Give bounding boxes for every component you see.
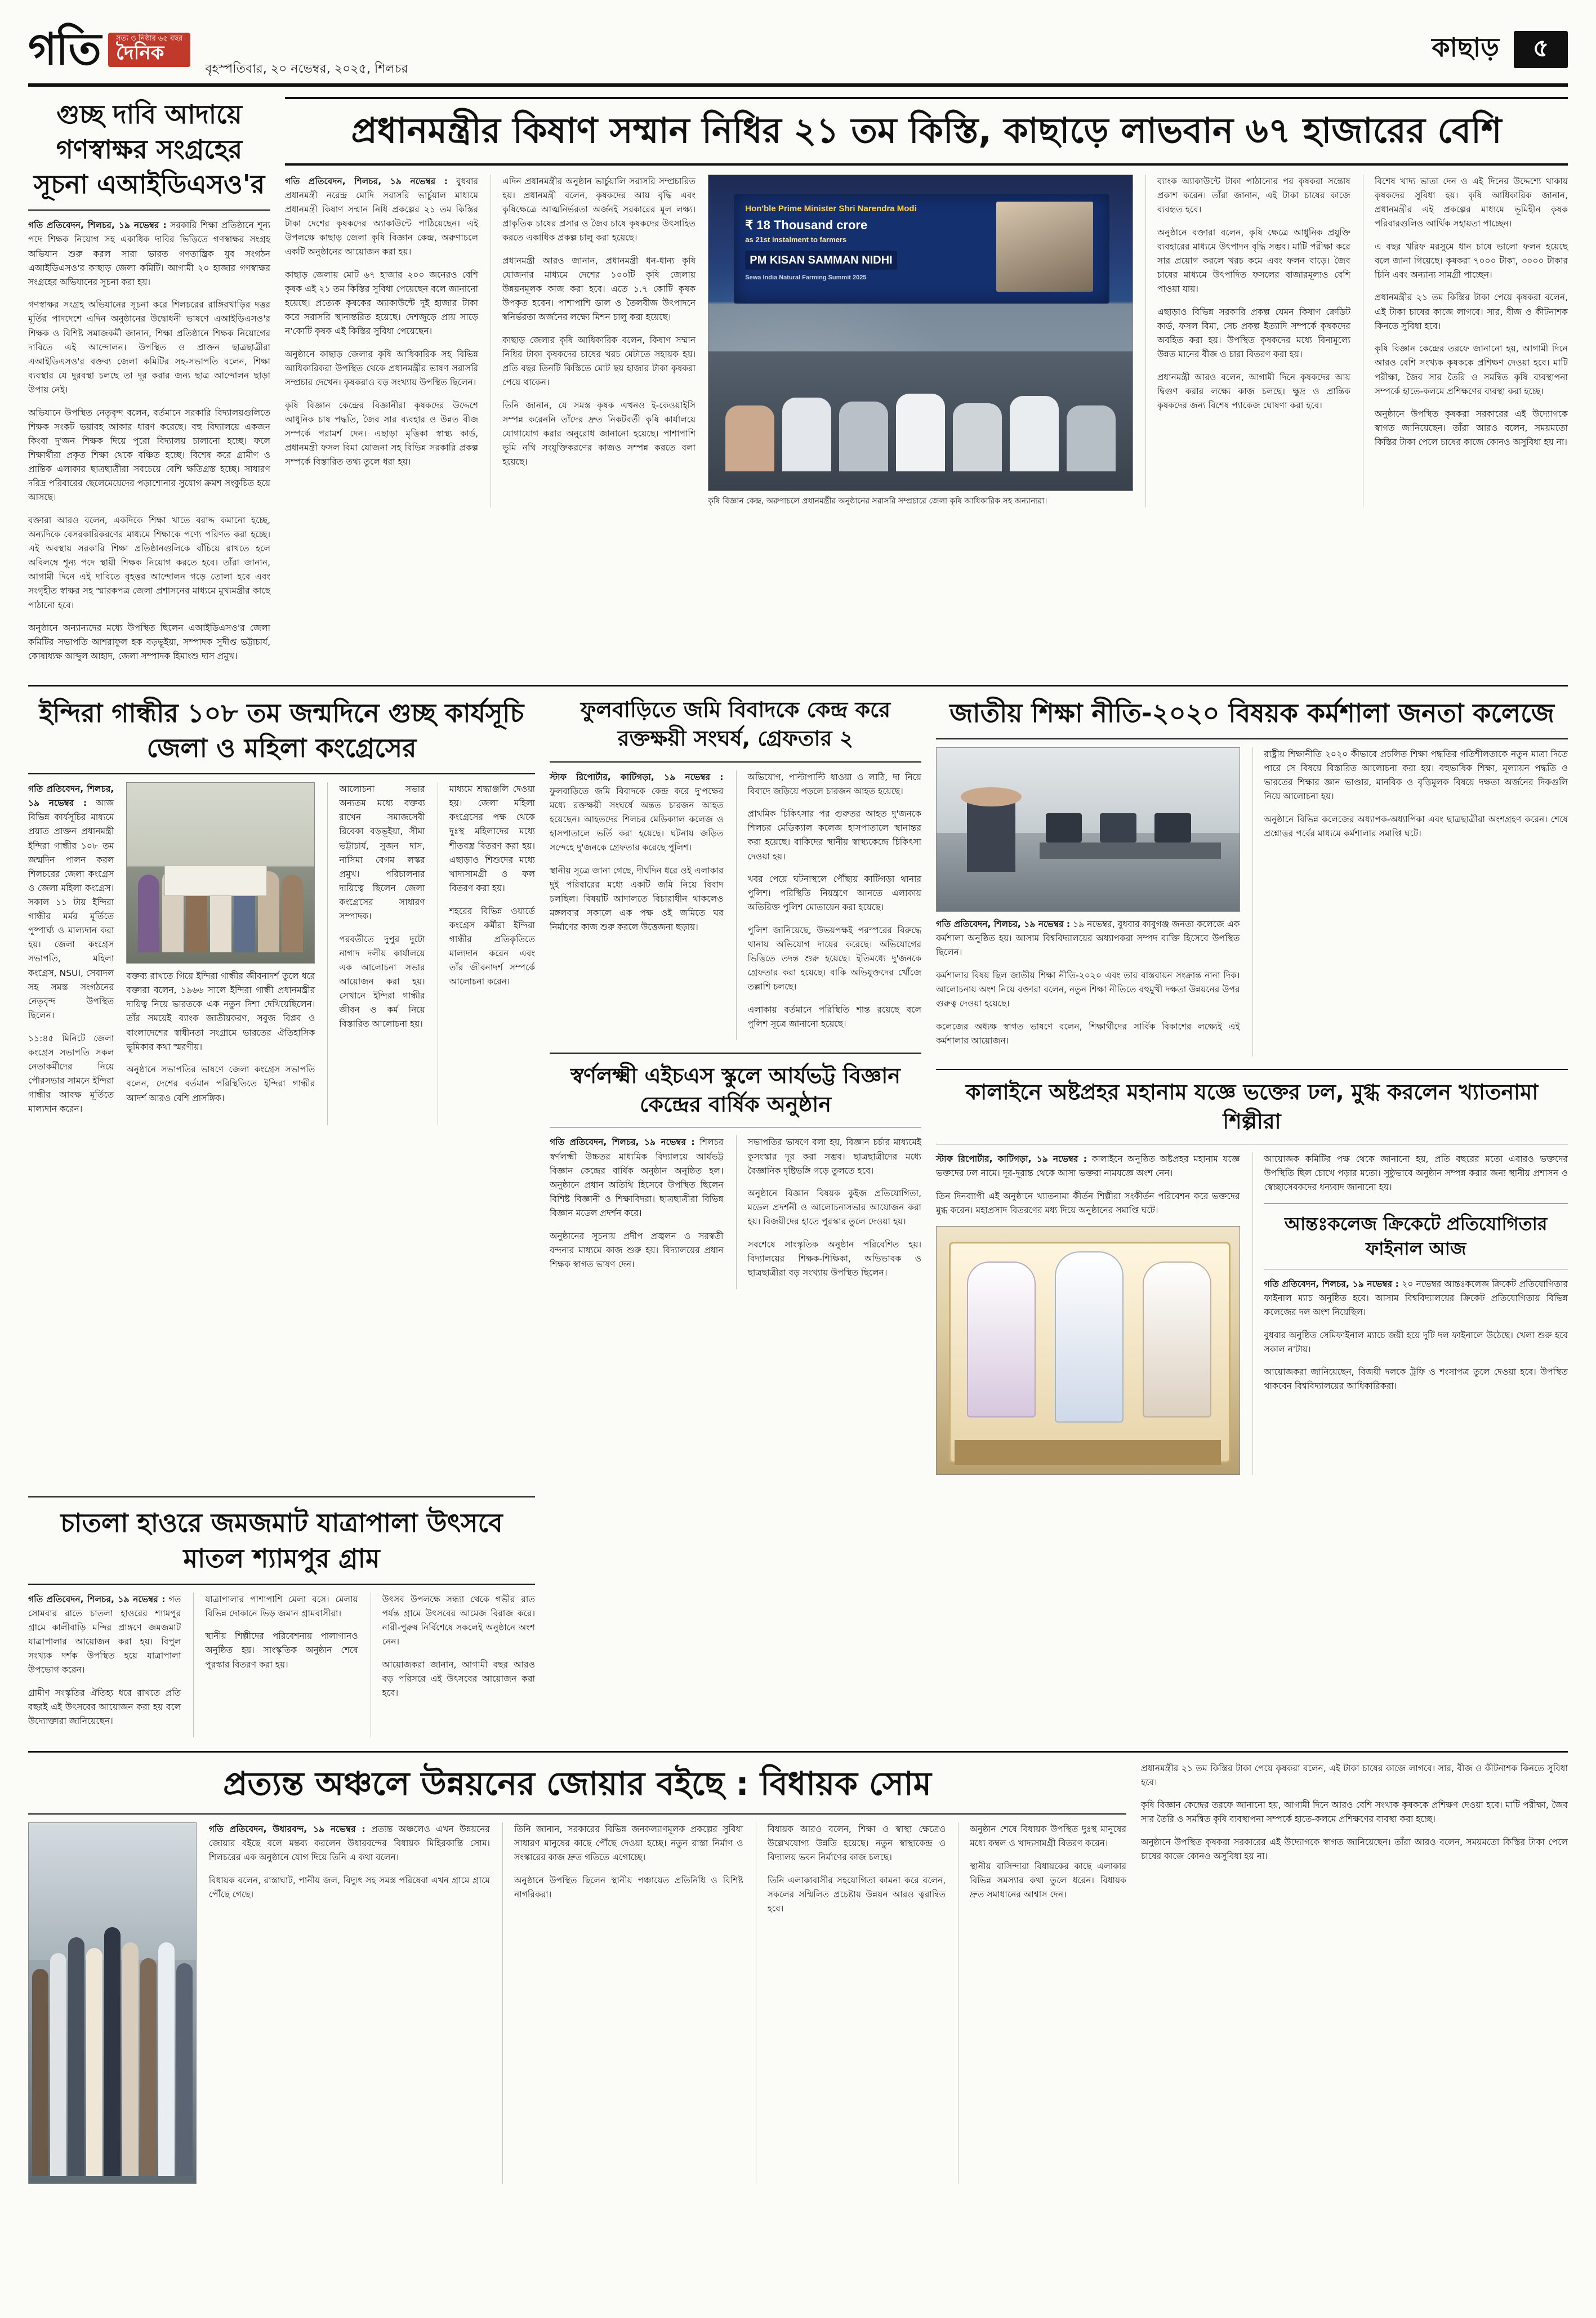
rail-p3: কৃষি বিজ্ঞান কেন্দ্রের তরফে জানানো হয়, আগামী দিনে আরও বেশি সংখ্যক কৃষককে প্রশিক্ষণ দেওয়া হবে। মাটি পরীক্ষা, জৈব সার তৈরি ও সমন্বিত কৃষি ব্যবস্থাপনা সম্পর্কে হাতে-কলমে প্রশিক্ষণের ব্যবস্থা করা হচ্ছে। (1374, 344, 1568, 396)
swarnalakshmi-columns (550, 1135, 921, 1289)
kalain-left (936, 1152, 1240, 1475)
indira-photo-column (126, 782, 315, 1125)
aidso-para-0: সরকারি শিক্ষা প্রতিষ্ঠানে শূন্য পদে শিক্ষক নিয়োগ সহ একাধিক দাবির ভিত্তিতে গণস্বাক্ষর সংগ্রহ অভিযান শুরু করল সারা ভারত গণতান্ত্রিক যুব সংগঠন এআইডিএসও'র কাছাড় জেলা কমিটি। আগামী ২০ হাজার গণস্বাক্ষর সংগ্রহের অভিযানের সূচনা করা হয়। (28, 220, 270, 287)
kalain-col-1 (936, 1152, 1240, 1218)
indira-c2-p0: বক্তব্য রাখতে গিয়ে ইন্দিরা গান্ধীর জীবনাদর্শ তুলে ধরে বক্তারা বলেন, ১৯৬৬ সালে ইন্দিরা গান্ধী প্রধানমন্ত্রীর দায়িত্ব নিয়ে ভারতকে এক নতুন দিশা দেখিয়েছিলেন। তাঁর সময়েই ব্যাংক জাতীয়করণ, সবুজ বিপ্লব ও বাংলাদেশের স্বাধীনতা সংগ্রামে ভারতের ঐতিহাসিক ভূমিকার কথা স্মরণীয়। (126, 971, 315, 1052)
rail-p4: অনুষ্ঠানে উপস্থিত কৃষকরা সরকারের এই উদ্যোগকে স্বাগত জানিয়েছেন। তাঁরা আরও বলেন, সময়মতো কিস্তির টাকা পেলে চাষের কাজে কোনও অসুবিধা হয় না। (1374, 409, 1568, 448)
bidhayak-c1-p1: বিধায়ক বলেন, রাস্তাঘাট, পানীয় জল, বিদ্যুৎ সহ সমস্ত পরিষেবা এখন গ্রামে গ্রামে পৌঁছে গেছে। (208, 1875, 490, 1900)
logo-badge-tagline: সত্য ও নিষ্ঠার ৬৫ বছর (115, 34, 183, 43)
article-nep (936, 696, 1568, 1057)
aidso-para-1: গণস্বাক্ষর সংগ্রহ অভিযানের সূচনা করে শিলচরের রাঙ্গিরখাড়ির দত্তর মূর্তির পাদদেশে এদিন অনুষ্ঠানের উদ্বোধনী ভাষণে এআইডিএসও'র শিক্ষক ও বিশিষ্ট সমাজকর্মী জানান, শিক্ষা প্রতিষ্ঠানে শিক্ষক নিয়োগের দাবিতে এই আন্দোলন। উপস্থিত ও প্রাক্তন ছাত্রছাত্রীরা এআইডিএসও'র বক্তব্য জেলা কমিটির সহ-সভাপতি বলেন, শিক্ষা ব্যবস্থার যে দুরবস্থা চলছে তা দূর করার জন্য ছাত্র আন্দোলন ছাড়া উপায় নেই। (28, 300, 270, 395)
bidhayak-byline: গতি প্রতিবেদন, উধারবন্দ, ১৯ নভেম্বর : (208, 1824, 365, 1834)
cricket-headline: আন্তঃকলেজ ক্রিকেটে প্রতিযোগিতার ফাইনাল আজ (1284, 1213, 1548, 1259)
phulbari-headline: ফুলবাড়িতে জমি বিবাদকে কেন্দ্র করে রক্তক্ষয়ী সংঘর্ষ, গ্রেফতার ২ (580, 697, 891, 751)
phulbari-byline: স্টাফ রিপোর্টার, কাটিগড়া, ১৯ নভেম্বর : (550, 772, 724, 782)
kalain-c1-p1: তিন দিনব্যাপী এই অনুষ্ঠানে খ্যাতনামা কীর্তন শিল্পীরা সংকীর্তন পরিবেশন করে ভক্তদের মুগ্ধ করেন। মহাপ্রসাদ বিতরণের মধ্য দিয়ে অনুষ্ঠানের সমাপ্তি ঘটে। (936, 1191, 1240, 1215)
chatla-c2-p1: স্থানীয় শিল্পীদের পরিবেশনায় পালাগানও অনুষ্ঠিত হয়। সাংস্কৃতিক অনুষ্ঠান শেষে পুরস্কার বিতরণ করা হয়। (205, 1631, 358, 1670)
article-chatla (28, 1488, 535, 1737)
bidhayak-c2-p0: তিনি জানান, সরকারের বিভিন্ন জনকল্যাণমূলক প্রকল্পের সুবিধা সাধারণ মানুষের কাছে পৌঁছে দেওয়া হচ্ছে। নতুন রাস্তা নির্মাণ ও সংস্কারের কাজ দ্রুত গতিতে এগোচ্ছে। (514, 1824, 743, 1863)
swarnalakshmi-headline: স্বর্ণলক্ষ্মী এইচএস স্কুলে আর্যভট্ট বিজ্ঞান কেন্দ্রের বার্ষিক অনুষ্ঠান (570, 1063, 900, 1117)
indira-col-2 (126, 969, 315, 1105)
chatla-spacer (550, 1488, 1568, 1737)
divider (550, 1053, 921, 1054)
bottom-zone (28, 1751, 1568, 2184)
kalain-byline: স্টাফ রিপোর্টার, কাটিগড়া, ১৯ নভেম্বর : (936, 1154, 1087, 1165)
chatla-headline: চাতলা হাওরে জমজমাট যাত্রাপালা উৎসবে মাতল শ্যামপুর গ্রাম (60, 1508, 503, 1573)
lead-c2-p1: প্রধানমন্ত্রী আরও জানান, প্রধানমন্ত্রী ধন-ধান্য কৃষি যোজনার মাধ্যমে দেশের ১০০টি কৃষি জেলায় উন্নয়নমূলক কাজ করা হবে। এতে ১.৭ কোটি কৃষক উপকৃত হবেন। পাশাপাশি ডাল ও তৈলবীজ উৎপাদনে স্বনির্ভরতা অর্জনের লক্ষ্যে মিশন চালু করা হয়েছে। (502, 255, 696, 323)
chatla-zone (28, 1488, 1568, 1737)
chatla-columns (28, 1593, 535, 1737)
lead-columns (285, 175, 1568, 507)
rail-p1: এ বছর খরিফ মরসুমে ধান চাষে ভালো ফলন হয়েছে বলে জানা গিয়েছে। কৃষকরা ৭০০০ টাকা, ৩০০০ টাকার চিনি এবং অন্যান্য সামগ্রী পাচ্ছেন। (1374, 241, 1568, 280)
lead-photo (708, 175, 1133, 491)
indira-c3-p1: পরবর্তীতে দুপুর দুটো নাগাদ দলীয় কার্যালয়ে এক আলোচনা সভার আয়োজন করা হয়। সেখানে ইন্দিরা গান্ধীর জীবন ও কর্ম নিয়ে বিস্তারিত আলোচনা হয়। (339, 934, 425, 1029)
nep-c1-p1: কর্মশালার বিষয় ছিল জাতীয় শিক্ষা নীতি-২০২০ এবং তার বাস্তবায়ন সংক্রান্ত নানা দিক। আলোচনায় অংশ নিয়ে বক্তারা বলেন, নতুন শিক্ষা নীতিতে বহুমুখী দক্ষতা উন্নয়নের উপর গুরুত্ব দেওয়া হয়েছে। (936, 970, 1240, 1009)
swarnalakshmi-byline: গতি প্রতিবেদন, শিলচর, ১৯ নভেম্বর : (550, 1137, 695, 1148)
nep-byline: গতি প্রতিবেদন, শিলচর, ১৯ নভেম্বর : (936, 919, 1071, 930)
phulbari-c1-p1: স্থানীয় সূত্রে জানা গেছে, দীর্ঘদিন ধরে ওই এলাকার দুই পরিবারের মধ্যে একটি জমি নিয়ে বিবাদ চলছিল। বিষয়টি আদালতে বিচারাধীন থাকলেও মঙ্গলবার সকালে এক পক্ষ ওই জমিতে ঘর নির্মাণের কাজ শুরু করলে উত্তেজনা ছড়ায়। (550, 865, 724, 933)
chatla-col-3 (371, 1593, 535, 1737)
banner-line-0: Hon'ble Prime Minister Shri Narendra Modi (745, 204, 917, 214)
lead-col-3 (1145, 175, 1350, 507)
rail-p2: প্রধানমন্ত্রীর ২১ তম কিস্তির টাকা পেয়ে কৃষকরা বলেন, এই টাকা চাষের কাজে লাগবে। সার, বীজ ও কীটনাশক কিনতে সুবিধা হবে। (1374, 292, 1568, 331)
kalain-c1-p0: কালাইনে অনুষ্ঠিত অষ্টপ্রহর মহানাম যজ্ঞে ভক্তদের ঢল নামে। দূর-দূরান্ত থেকে আসা ভক্তরা নামযজ্ঞে অংশ নেন। (936, 1154, 1240, 1179)
indira-col-3 (327, 782, 425, 1125)
article-phulbari (550, 696, 921, 1476)
divider (1264, 1203, 1568, 1204)
swarn-c1-p1: অনুষ্ঠানের সূচনায় প্রদীপ প্রজ্বলন ও সরস্বতী বন্দনার মাধ্যমে কাজ শুরু হয়। বিদ্যালয়ের প্রধান শিক্ষক স্বাগত ভাষণ দেন। (550, 1231, 724, 1269)
nep-columns (936, 747, 1568, 1057)
bidhayak-c4-p1: স্থানীয় বাসিন্দারা বিধায়কের কাছে এলাকার বিভিন্ন সমস্যার কথা তুলে ধরেন। বিধায়ক দ্রুত সমাধানের আশ্বাস দেন। (970, 1861, 1126, 1900)
divider (28, 773, 535, 774)
kalain-c2-p0: আয়োজক কমিটির পক্ষ থেকে জানানো হয়, প্রতি বছরের মতো এবারও ভক্তদের উপস্থিতি ছিল চোখে পড়ার মতো। সুষ্ঠুভাবে অনুষ্ঠান সম্পন্ন করার জন্য স্থানীয় প্রশাসন ও স্বেচ্ছাসেবকদের ধন্যবাদ জানানো হয়। (1264, 1154, 1568, 1193)
divider (28, 1584, 535, 1585)
bidhayak-c3-p1: তিনি এলাকাবাসীর সহযোগিতা কামনা করে বলেন, সকলের সম্মিলিত প্রচেষ্টায় উন্নয়ন আরও ত্বরান্বিত হবে। (767, 1875, 946, 1914)
cricket-byline: গতি প্রতিবেদন, শিলচর, ১৯ নভেম্বর : (1264, 1278, 1399, 1289)
lead-c1-p1: কাছাড় জেলায় মোট ৬৭ হাজার ২০০ জনেরও বেশি কৃষক এই ২১ তম কিস্তির সুবিধা পেয়েছেন বলে জানানো হয়েছে। প্রত্যেক কৃষকের অ্যাকাউন্টে দুই হাজার টাকা করে সরাসরি স্থানান্তরিত হয়েছে। দেশজুড়ে প্রায় সাড়ে ন'কোটি কৃষক এই কিস্তির সুবিধা পেয়েছেন। (285, 269, 479, 337)
bidhayak-col-4 (958, 1822, 1126, 2184)
nep-headline: জাতীয় শিক্ষা নীতি-২০২০ বিষয়ক কর্মশালা জনতা কলেজে (949, 697, 1554, 728)
cricket-p1: বুধবার অনুষ্ঠিত সেমিফাইনাল ম্যাচে জয়ী হয়ে দুটি দল ফাইনালে উঠেছে। খেলা শুরু হবে সকাল ন'টায়। (1264, 1330, 1568, 1354)
banner-line-2: as 21st instalment to farmers (745, 235, 847, 244)
swarnalakshmi-col-2 (736, 1135, 922, 1289)
chatla-c3-p0: উৎসব উপলক্ষে সন্ধ্যা থেকে গভীর রাত পর্যন্ত গ্রামে উৎসবের আমেজ বিরাজ করে। নারী-পুরুষ নির্বিশেষে সকলেই অনুষ্ঠানে অংশ নেন। (382, 1594, 535, 1647)
nep-c2-p0: রাষ্ট্রীয় শিক্ষানীতি ২০২০ কীভাবে প্রচলিত শিক্ষা পদ্ধতির গতিশীলতাকে নতুন মাত্রা দিতে পারে সে বিষয়ে বিস্তারিত আলোচনা করা হয়। বহুভাষিক শিক্ষা, মূল্যায়ন পদ্ধতি ও ভারতের শিক্ষার জ্ঞান ভাণ্ডার, মানবিক ও বৃত্তিমূলক বিষয়ে দক্ষতা অর্জনের দিকগুলি নিয়ে আলোচনা হয়। (1264, 749, 1568, 802)
divider (936, 1069, 1568, 1070)
kalain-columns (936, 1152, 1568, 1475)
swarn-c1-p0: শিলচর স্বর্ণলক্ষ্মী উচ্চতর মাধ্যমিক বিদ্যালয়ে আর্যভট্ট বিজ্ঞান কেন্দ্রের বার্ষিক অনুষ্ঠান অনুষ্ঠিত হল। অনুষ্ঠানে প্রধান অতিথি হিসেবে উপস্থিত ছিলেন বিশিষ্ট বিজ্ঞানী ও শিক্ষাবিদরা। ছাত্রছাত্রীরা বিভিন্ন বিজ্ঞান মডেল প্রদর্শন করে। (550, 1137, 724, 1218)
bottom-rail-p1: কৃষি বিজ্ঞান কেন্দ্রের তরফে জানানো হয়, আগামী দিনে আরও বেশি সংখ্যক কৃষককে প্রশিক্ষণ দেওয়া হবে। মাটি পরীক্ষা, জৈব সার তৈরি ও সমন্বিত কৃষি ব্যবস্থাপনা সম্পর্কে হাতে-কলমে প্রশিক্ষণের ব্যবস্থা করা হচ্ছে। (1141, 1800, 1568, 1825)
chatla-byline: গতি প্রতিবেদন, শিলচর, ১৯ নভেম্বর : (28, 1594, 166, 1604)
swarnalakshmi-col-1 (550, 1135, 724, 1289)
nep-c2-p1: অনুষ্ঠানে বিভিন্ন কলেজের অধ্যাপক-অধ্যাপিকা এবং ছাত্রছাত্রীরা অংশগ্রহণ করেন। শেষে প্রশ্নোত্তর পর্বের মাধ্যমে কর্মশালার সমাপ্তি ঘটে। (1264, 814, 1568, 839)
indira-col-4 (438, 782, 535, 1125)
bidhayak-c2-p1: অনুষ্ঠানে উপস্থিত ছিলেন স্থানীয় পঞ্চায়েত প্রতিনিধি ও বিশিষ্ট নাগরিকরা। (514, 1875, 743, 1900)
indira-c3-p0: আলোচনা সভার অন্যতম মধ্যে বক্তব্য রাখেন সমাজসেবী রিবেকা বড়ভূইয়া, সীমা ভট্টাচার্য, সুজন দাস, নাসিমা বেগম লস্কর প্রমুখ। পরিচালনার দায়িত্বে ছিলেন জেলা কংগ্রেসের সাধারণ সম্পাদক। (339, 784, 425, 922)
lead-c1-p0: বুধবার প্রধানমন্ত্রী নরেন্দ্র মোদি সরাসরি ভার্চুয়াল মাধ্যমে প্রধানমন্ত্রী কিষাণ সম্মান নিধি প্রকল্পের ২১ তম কিস্তির টাকা দেশের কৃষকদের অ্যাকাউন্টে পাঠিয়েছেন। এই উপলক্ষে কাছাড় জেলা কৃষি বিজ্ঞান কেন্দ্র, অরুণাচলে একটি অনুষ্ঠানের আয়োজন করা হয়। (285, 176, 479, 257)
banner-line-1: ₹ 18 Thousand crore (745, 217, 868, 232)
nep-col-2 (1252, 747, 1568, 1057)
bidhayak-col-1 (209, 1822, 490, 2184)
indira-c1-p1: ১১:৪৫ মিনিটে জেলা কংগ্রেস সভাপতি সকল নেতাকর্মীদের নিয়ে পৌরসভার সামনে ইন্দিরা গান্ধীর আবক্ষ মূর্তিতে মাল্যদান করেন। (28, 1033, 114, 1115)
indira-headline: ইন্দিরা গান্ধীর ১০৮ তম জন্মদিনে গুচ্ছ কার্যসূচি জেলা ও মহিলা কংগ্রেসের (39, 697, 524, 764)
nep-photo (936, 747, 1240, 912)
chatla-col-2 (193, 1593, 358, 1737)
bidhayak-c4-p0: অনুষ্ঠান শেষে বিধায়ক উপস্থিত দুঃস্থ মানুষের মধ্যে কম্বল ও খাদ্যসামগ্রী বিতরণ করেন। (970, 1824, 1126, 1849)
chatla-c3-p1: আয়োজকরা জানান, আগামী বছর আরও বড় পরিসরে এই উৎসবের আয়োজন করা হবে। (382, 1659, 535, 1698)
chatla-col-1 (28, 1593, 181, 1737)
bidhayak-col-2 (502, 1822, 743, 2184)
aidso-body (28, 219, 270, 663)
indira-c1-p0: আজ বিভিন্ন কার্যসূচির মাধ্যমে প্রয়াত প্রাক্তন প্রধানমন্ত্রী ইন্দিরা গান্ধীর ১০৮ তম জন্মদিন পালন করল শিলচরের জেলা কংগ্রেস ও জেলা মহিলা কংগ্রেস। সকাল ১১ টায় ইন্দিরা গান্ধীর মর্মর মূর্তিতে পুষ্পার্ঘ্য ও মাল্যদান করা হয়। জেলা কংগ্রেস সভাপতি, মহিলা কংগ্রেস, NSUI, সেবাদল সহ সমস্ত সংগঠনের নেতৃবৃন্দ উপস্থিত ছিলেন। (28, 798, 114, 1020)
nep-c1-p0: ১৯ নভেম্বর, বুধবার কাবুগঞ্জ জনতা কলেজে এক কর্মশালা অনুষ্ঠিত হয়। আসাম বিশ্ববিদ্যালয়ের অধ্যাপকরা সম্পদ ব্যক্তি হিসেবে উপস্থিত ছিলেন। (936, 919, 1240, 958)
swarn-c2-p2: সবশেষে সাংস্কৃতিক অনুষ্ঠান পরিবেশিত হয়। বিদ্যালয়ের শিক্ষক-শিক্ষিকা, অভিভাবক ও ছাত্রছাত্রীরা বড় সংখ্যায় উপস্থিত ছিলেন। (747, 1240, 921, 1278)
banner-line-3: PM KISAN SAMMAN NIDHI (745, 251, 897, 270)
divider (550, 761, 921, 763)
lead-c3-p1: অনুষ্ঠানে বক্তারা বলেন, কৃষি ক্ষেত্রে আধুনিক প্রযুক্তি ব্যবহারের মাধ্যমে উৎপাদন বৃদ্ধি সম্ভব। মাটি পরীক্ষা করে সার প্রয়োগ করলে খরচ কমে এবং ফলন বাড়ে। জৈব চাষের মাধ্যমে উৎপাদিত ফসলের বাজারমূল্যও বেশি পাওয়া যায়। (1157, 227, 1350, 294)
chatla-c1-p0: গত সোমবার রাতে চাতলা হাওরের শ্যামপুর গ্রামে কালীবাড়ি মন্দির প্রাঙ্গণে জমজমাট যাত্রাপালার আয়োজন করা হয়। বিপুল সংখ্যক দর্শক উপস্থিত হয়ে যাত্রাপালা উপভোগ করেন। (28, 1594, 181, 1675)
phulbari-col-1 (550, 770, 724, 1040)
chatla-c1-p1: গ্রামীণ সংস্কৃতির ঐতিহ্য ধরে রাখতে প্রতি বছরই এই উৎসবের আয়োজন করা হয় বলে উদ্যোক্তারা জানিয়েছেন। (28, 1687, 181, 1727)
lead-c3-p3: প্রধানমন্ত্রী আরও বলেন, আগামী দিনে কৃষকদের আয় দ্বিগুণ করার লক্ষ্যে কাজ চলছে। ক্ষুদ্র ও প্রান্তিক কৃষকদের জন্য বিশেষ প্যাকেজ ঘোষণা করা হবে। (1157, 372, 1350, 411)
divider (28, 1813, 1126, 1815)
divider (936, 738, 1568, 739)
phulbari-col-2 (736, 770, 922, 1040)
indira-c4-p1: শহরের বিভিন্ন ওয়ার্ডে কংগ্রেস কর্মীরা ইন্দিরা গান্ধীর প্রতিকৃতিতে মাল্যদান করেন এবং তাঁর জীবনাদর্শ সম্পর্কে আলোচনা করেন। (449, 906, 536, 987)
lead-photo-caption: কৃষি বিজ্ঞান কেন্দ্র, অরুণাচলে প্রধানমন্ত্রীর অনুষ্ঠানের সরাসরি সম্প্রচারে জেলা কৃষি আধিকারিক সহ অন্যান্যরা। (708, 496, 1047, 506)
divider (28, 1496, 535, 1497)
bidhayak-c3-p0: বিধায়ক আরও বলেন, শিক্ষা ও স্বাস্থ্য ক্ষেত্রেও উল্লেখযোগ্য উন্নতি হয়েছে। নতুন স্বাস্থ্যকেন্দ্র ও বিদ্যালয় ভবন নির্মাণের কাজ চলছে। (767, 1824, 946, 1863)
indira-c4-p0: মাধ্যমে শ্রদ্ধাঞ্জলি দেওয়া হয়। জেলা মহিলা কংগ্রেসের পক্ষ থেকে দুঃস্থ মহিলাদের মধ্যে শীতবস্ত্র বিতরণ করা হয়। এছাড়াও শিশুদের মধ্যে খাদ্যসামগ্রী ও ফল বিতরণ করা হয়। (449, 784, 536, 893)
section-name: কাছাড় (1432, 32, 1499, 63)
masthead (28, 16, 1568, 87)
right-column-stack (936, 696, 1568, 1476)
article-pm-kisan (285, 97, 1568, 672)
cricket-p2: আয়োজকরা জানিয়েছেন, বিজয়ী দলকে ট্রফি ও শংসাপত্র তুলে দেওয়া হবে। উপস্থিত থাকবেন বিশ্ববিদ্যালয়ের আধিকারিকরা। (1264, 1367, 1568, 1392)
indira-col-1 (28, 782, 114, 1125)
lead-c2-p0: এদিন প্রধানমন্ত্রীর অনুষ্ঠান ভার্চুয়ালি সরাসরি সম্প্রচারিত হয়। প্রধানমন্ত্রী বলেন, কৃষকদের আয় বৃদ্ধি এবং কৃষিক্ষেত্রে আত্মনির্ভরতা অর্জনই সরকারের মূল লক্ষ্য। প্রাকৃতিক চাষের প্রসার ও জৈব চাষে কৃষকদের উৎসাহিত করতে একাধিক প্রকল্প চালু করা হয়েছে। (502, 176, 696, 243)
lead-photo-column (708, 175, 1133, 507)
lead-headline-box (285, 97, 1568, 166)
phulbari-c2-p0: অভিযোগ, পাল্টাপাল্টি ধাওয়া ও লাঠি, দা নিয়ে বিবাদে জড়িয়ে পড়লে চারজন আহত হয়েছে। (747, 772, 921, 796)
article-aidso (28, 97, 270, 672)
masthead-right (1432, 28, 1568, 71)
aidso-para-4: অনুষ্ঠানে অন্যান্যদের মধ্যে উপস্থিত ছিলেন এআইডিএসও'র জেলা কমিটির সভাপতি আশরাফুল হক বড়ভূইয়া, সম্পাদক সুদীপ্ত ভট্টাচার্য, কোষাধ্যক্ষ আব্দুল আহাদ, জেলা সম্পাদক হিমাংশু দাস প্রমুখ। (28, 623, 270, 662)
bidhayak-columns (28, 1822, 1126, 2184)
nep-c1-p2: কলেজের অধ্যক্ষ স্বাগত ভাষণে বলেন, শিক্ষার্থীদের সার্বিক বিকাশের লক্ষ্যেই এই কর্মশালার আয়োজন। (936, 1021, 1240, 1046)
phulbari-c2-p2: খবর পেয়ে ঘটনাস্থলে পৌঁছায় কাটিগড়া থানার পুলিশ। পরিস্থিতি নিয়ন্ত্রণে আনতে এলাকায় অতিরিক্ত পুলিশ মোতায়েন করা হয়েছে। (747, 874, 921, 913)
page-number: ৫ (1514, 31, 1568, 68)
bidhayak-headline: প্রত্যন্ত অঞ্চলে উন্নয়নের জোয়ার বইছে : বিধায়ক সোম (223, 1764, 931, 1803)
bidhayak-c1-p0: প্রত্যন্ত অঞ্চলেও এখন উন্নয়নের জোয়ার বইছে বলে মন্তব্য করলেন উধারবন্দের বিধায়ক মিহিরকান্তি সোম। শিলচরের এক অনুষ্ঠানে যোগ দিয়ে তিনি এ কথা বলেন। (208, 1824, 490, 1863)
lead-c2-p3: তিনি জানান, যে সমস্ত কৃষক এখনও ই-কেওয়াইসি সম্পন্ন করেননি তাঁদের দ্রুত নিকটবর্তী কৃষি কার্যালয়ে যোগাযোগ করার অনুরোধ জানানো হয়েছে। পাশাপাশি ভূমি নথি সংযুক্তিকরণের কাজও সম্পন্ন করতে বলা হয়েছে। (502, 400, 696, 467)
lead-headline: প্রধানমন্ত্রীর কিষাণ সম্মান নিধির ২১ তম কিস্তি, কাছাড়ে লাভবান ৬৭ হাজারের বেশি (351, 110, 1502, 151)
bidhayak-col-3 (756, 1822, 946, 2184)
nep-left (936, 747, 1240, 1057)
phulbari-c1-p0: ফুলবাড়িতে জমি বিবাদকে কেন্দ্র করে দু'পক্ষের মধ্যে রক্তক্ষয়ী সংঘর্ষে অন্তত চারজন আহত হয়েছেন। আহতদের শিলচর মেডিক্যাল কলেজ ও হাসপাতালে ভর্তি করা হয়েছে। ঘটনায় জড়িত সন্দেহে দু'জনকে গ্রেফতার করেছে পুলিশ। (550, 786, 724, 853)
aidso-headline: গুচ্ছ দাবি আদায়ে গণস্বাক্ষর সংগ্রহের সূচনা এআইডিএসও'র (33, 99, 265, 200)
aidso-para-2: অভিযানে উপস্থিত নেতৃবৃন্দ বলেন, বর্তমানে সরকারি বিদ্যালয়গুলিতে শিক্ষক সংকট ভয়াবহ আকার ধারণ করেছে। বহু বিদ্যালয়ে একজন কিংবা দু'জন শিক্ষক দিয়ে পুরো বিদ্যালয় চালানো হচ্ছে। ফলে শিক্ষার্থীরা প্রকৃত শিক্ষা থেকে বঞ্চিত হচ্ছে। বিশেষ করে গ্রামীণ ও প্রান্তিক এলাকার ছাত্রছাত্রীরা সবচেয়ে বেশি ক্ষতিগ্রস্ত হচ্ছে। সাধারণ দরিদ্র পরিবারের ছেলেমেয়েদের পড়াশোনার সুযোগ ক্রমশ সংকুচিত হয়ে আসছে। (28, 407, 270, 503)
right-rail (1363, 175, 1568, 507)
swarn-c2-p0: সভাপতির ভাষণে বলা হয়, বিজ্ঞান চর্চার মাধ্যমেই কুসংস্কার দূর করা সম্ভব। ছাত্রছাত্রীদের মধ্যে বৈজ্ঞানিক দৃষ্টিভঙ্গি গড়ে তুলতে হবে। (747, 1137, 921, 1176)
lead-c3-p0: ব্যাংক অ্যাকাউন্টে টাকা পাঠানোর পর কৃষকরা সন্তোষ প্রকাশ করেন। তাঁরা জানান, এই টাকা চাষের কাজে ব্যবহৃত হবে। (1157, 176, 1350, 215)
indira-photo (126, 782, 315, 964)
cricket-p0: ২০ নভেম্বর আন্তঃকলেজ ক্রিকেট প্রতিযোগিতার ফাইনাল ম্যাচ অনুষ্ঠিত হবে। আসাম বিশ্ববিদ্যালয়ের ক্রিকেট প্রতিযোগিতায় বিভিন্ন কলেজের দল অংশ নিয়েছিল। (1264, 1278, 1568, 1317)
nep-col-1 (936, 917, 1240, 1048)
article-bidhayak (28, 1762, 1126, 2184)
article-kalain (936, 1069, 1568, 1475)
bottom-right-rail (1141, 1762, 1568, 2184)
indira-byline: গতি প্রতিবেদন, শিলচর, ১৯ নভেম্বর : (28, 784, 114, 809)
article-swarnalakshmi (550, 1053, 921, 1289)
lead-byline: গতি প্রতিবেদন, শিলচর, ১৯ নভেম্বর : (285, 176, 448, 186)
rail-p0: বিশেষ খাদ্য ভাতা দেন ও এই দিনের উদ্দেশ্যে থাকায় কৃষকদের সুবিধা হয়। কৃষি আধিকারিক জানান, প্রধানমন্ত্রীর এই প্রকল্পের মাধ্যমে ভূমিহীন কৃষক পরিবারগুলিও আর্থিক সহায়তা পাচ্ছেন। (1374, 176, 1568, 229)
phulbari-c2-p3: পুলিশ জানিয়েছে, উভয়পক্ষই পরস্পরের বিরুদ্ধে থানায় অভিযোগ দায়ের করেছে। অভিযোগের ভিত্তিতে তদন্ত শুরু হয়েছে। ইতিমধ্যে দু'জনকে গ্রেফতার করা হয়েছে। বাকি অভিযুক্তদের খোঁজে তল্লাশি চলছে। (747, 925, 921, 992)
kalain-headline: কালাইনে অষ্টপ্রহর মহানাম যজ্ঞে ভক্তের ঢল, মুগ্ধ করলেন খ্যাতনামা শিল্পীরা (965, 1080, 1539, 1134)
lead-c3-p2: এছাড়াও বিভিন্ন সরকারি প্রকল্প যেমন কিষাণ ক্রেডিট কার্ড, ফসল বিমা, সেচ প্রকল্প ইত্যাদি সম্পর্কে কৃষকদের অবহিত করা হয়। উপস্থিত কৃষকদের মধ্যে বিনামূল্যে উন্নত মানের বীজ ও চারা বিতরণ করা হয়। (1157, 306, 1350, 359)
bottom-rail-p2: অনুষ্ঠানে উপস্থিত কৃষকরা সরকারের এই উদ্যোগকে স্বাগত জানিয়েছেন। তাঁরা আরও বলেন, সময়মতো কিস্তির টাকা পেলে চাষের কাজে কোনও অসুবিধা হয় না। (1141, 1837, 1568, 1862)
lead-col-1 (285, 175, 478, 507)
kalain-photo (936, 1226, 1240, 1475)
publication-date: বৃহস্পতিবার, ২০ নভেম্বর, ২০২৫, শিলচর (205, 62, 408, 76)
phulbari-c2-p1: প্রাথমিক চিকিৎসার পর গুরুতর আহত দু'জনকে শিলচর মেডিক্যাল কলেজ হাসপাতালে স্থানান্তর করা হয়েছে। বাকিদের স্থানীয় স্বাস্থ্যকেন্দ্রে চিকিৎসা দেওয়া হয়। (747, 809, 921, 862)
phulbari-c2-p4: এলাকায় বর্তমানে পরিস্থিতি শান্ত রয়েছে বলে পুলিশ সূত্রে জানানো হয়েছে। (747, 1005, 921, 1029)
bidhayak-photo (28, 1822, 197, 2184)
lead-c1-p2: অনুষ্ঠানে কাছাড় জেলার কৃষি আধিকারিক সহ বিভিন্ন আধিকারিকরা উপস্থিত থেকে প্রধানমন্ত্রীর ভাষণ সরাসরি সম্প্রচার দেখেন। কৃষকরাও বড় সংখ্যায় উপস্থিত ছিলেন। (285, 349, 479, 388)
swarn-c2-p1: অনুষ্ঠানে বিজ্ঞান বিষয়ক কুইজ প্রতিযোগিতা, মডেল প্রদর্শনী ও আলোচনাসভার আয়োজন করা হয়। বিজয়ীদের হাতে পুরস্কার তুলে দেওয়া হয়। (747, 1188, 921, 1227)
masthead-logo[interactable] (28, 24, 190, 75)
logo-badge-text: দৈনিক (115, 41, 164, 64)
top-zone (28, 97, 1568, 672)
lead-col-2 (491, 175, 696, 507)
aidso-byline: গতি প্রতিবেদন, শিলচর, ১৯ নভেম্বর : (28, 220, 167, 231)
newspaper-logo-text: গতি (28, 24, 100, 75)
mid-zone (28, 685, 1568, 1476)
indira-c2-p1: অনুষ্ঠানে সভাপতির ভাষণে জেলা কংগ্রেস সভাপতি বলেন, দেশের বর্তমান পরিস্থিতিতে ইন্দিরা গান্ধীর আদর্শ আরও বেশি প্রাসঙ্গিক। (126, 1064, 315, 1103)
article-indira (28, 696, 535, 1476)
banner-line-4: Sewa India Natural Farming Summit 2025 (745, 274, 867, 282)
article-cricket (1264, 1203, 1568, 1393)
bidhayak-photo-column (28, 1822, 197, 2184)
divider (28, 209, 270, 211)
lead-c2-p2: কাছাড় জেলার কৃষি আধিকারিক বলেন, কিষাণ সম্মান নিধির টাকা কৃষকদের চাষের খরচ মেটাতে সহায়ক হয়। প্রতি বছর তিনটি কিস্তিতে মোট ছয় হাজার টাকা কৃষকরা পেয়ে থাকেন। (502, 335, 696, 388)
logo-badge (108, 33, 190, 67)
kalain-col-2 (1252, 1152, 1568, 1475)
aidso-para-3: বক্তারা আরও বলেন, একদিকে শিক্ষা খাতে বরাদ্দ কমানো হচ্ছে, অন্যদিকে বেসরকারিকরণের মাধ্যমে শিক্ষাকে পণ্যে পরিণত করা হচ্ছে। এই অবস্থায় সরকারি শিক্ষা প্রতিষ্ঠানগুলিকে বাঁচিয়ে রাখতে হলে অবিলম্বে শূন্য পদে স্থায়ী শিক্ষক নিয়োগ করতে হবে। তাঁরা জানান, আগামী দিনে এই দাবিতে বৃহত্তর আন্দোলন গড়ে তোলা হবে এবং সংগৃহীত স্বাক্ষর সহ স্মারকপত্র জেলা প্রশাসনের মাধ্যমে মুখ্যমন্ত্রীর কাছে পাঠানো হবে। (28, 515, 270, 610)
bottom-rail-p0: প্রধানমন্ত্রীর ২১ তম কিস্তির টাকা পেয়ে কৃষকরা বলেন, এই টাকা চাষের কাজে লাগবে। সার, বীজ ও কীটনাশক কিনতে সুবিধা হবে। (1141, 1763, 1568, 1787)
lead-c1-p3: কৃষি বিজ্ঞান কেন্দ্রের বিজ্ঞানীরা কৃষকদের উদ্দেশে আধুনিক চাষ পদ্ধতি, জৈব সার ব্যবহার ও উন্নত বীজ সম্পর্কে পরামর্শ দেন। এছাড়া মৃত্তিকা স্বাস্থ্য কার্ড, প্রধানমন্ত্রী ফসল বিমা যোজনা সহ বিভিন্ন সরকারি প্রকল্প সম্পর্কে বিস্তারিত তথ্য তুলে ধরা হয়। (285, 400, 479, 467)
chatla-c2-p0: যাত্রাপালার পাশাপাশি মেলা বসে। মেলায় বিভিন্ন দোকানে ভিড় জমান গ্রামবাসীরা। (205, 1594, 358, 1619)
phulbari-columns (550, 770, 921, 1040)
indira-columns (28, 782, 535, 1125)
